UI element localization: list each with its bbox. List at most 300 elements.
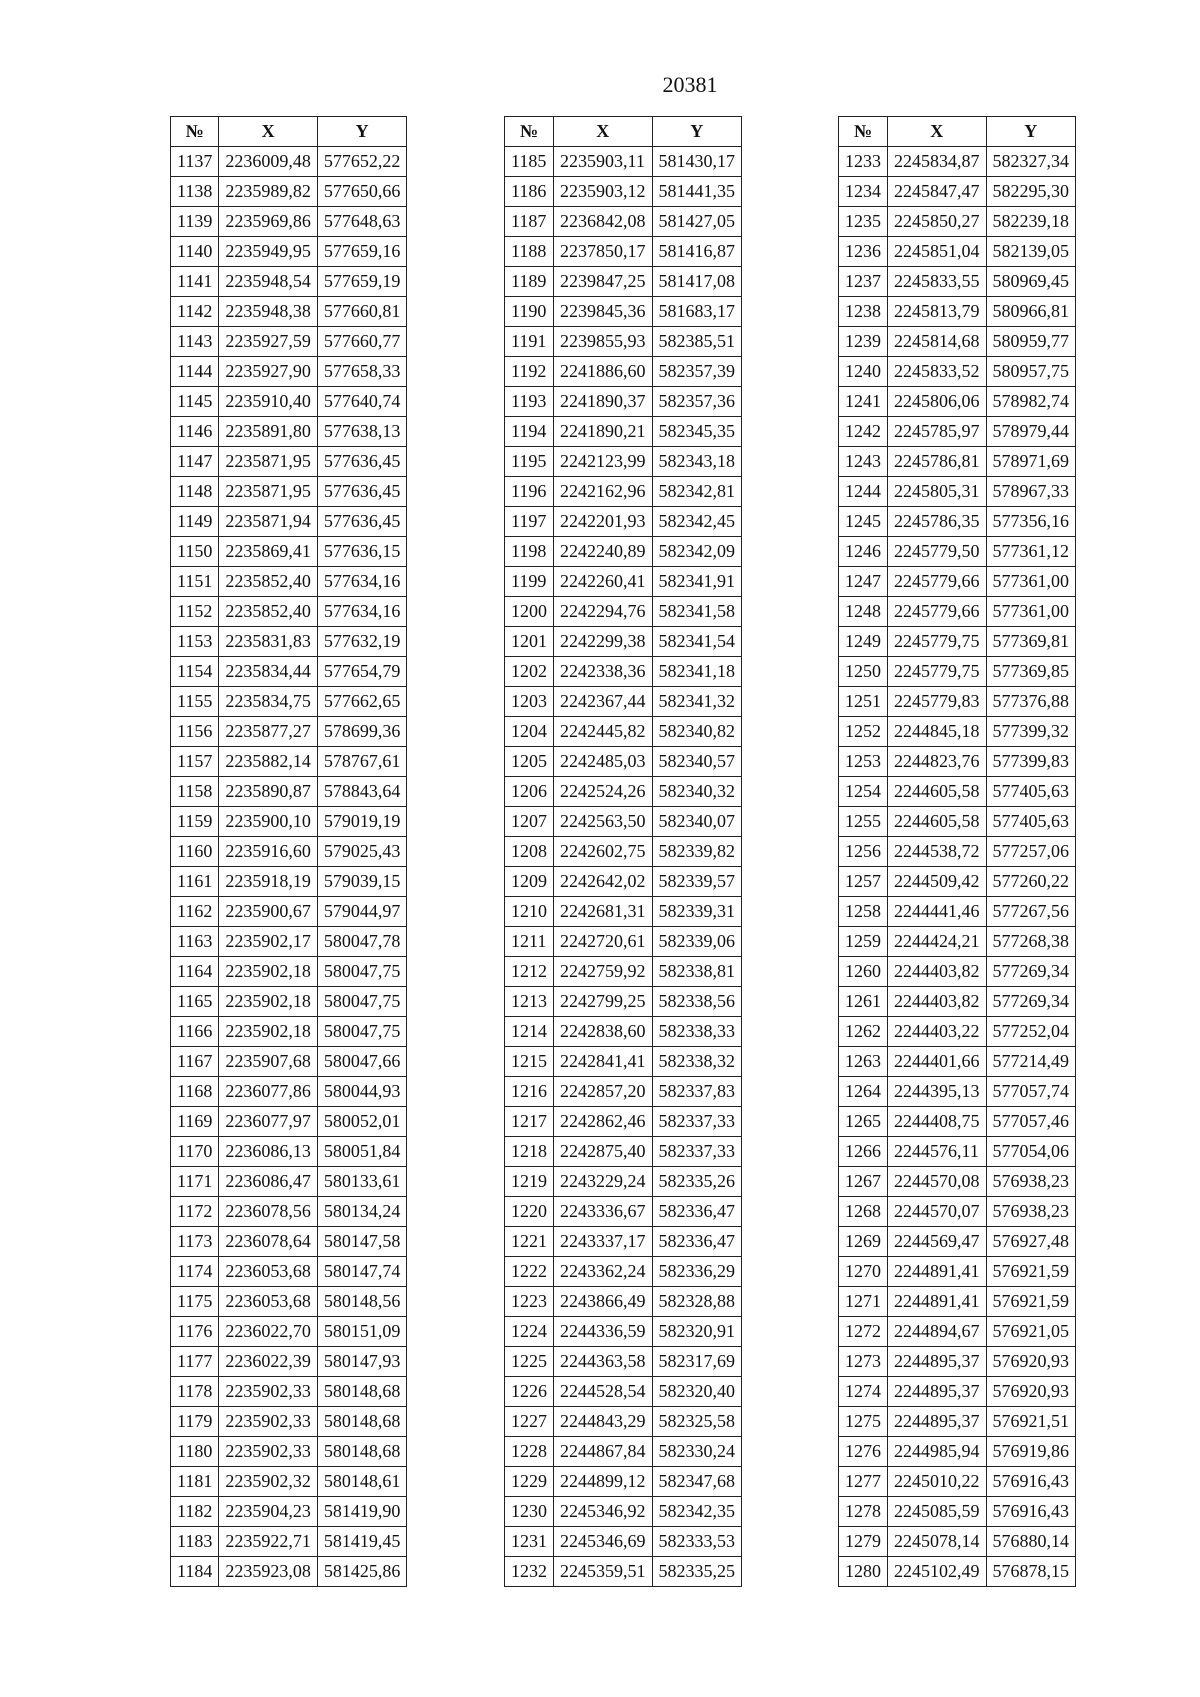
cell-y: 577057,74 <box>986 1077 1076 1107</box>
table-row <box>505 537 742 567</box>
table-row <box>839 1557 1076 1587</box>
cell-y: 581419,45 <box>317 1527 407 1557</box>
cell-y: 582338,32 <box>652 1047 742 1077</box>
cell-number: 1252 <box>839 717 888 747</box>
cell-number: 1262 <box>839 1017 888 1047</box>
cell-x: 2244401,66 <box>888 1047 987 1077</box>
cell-y: 577636,45 <box>317 507 407 537</box>
cell-x: 2244538,72 <box>888 837 987 867</box>
cell-x: 2235900,67 <box>219 897 318 927</box>
cell-x: 2245851,04 <box>888 237 987 267</box>
table-row <box>839 1137 1076 1167</box>
cell-x: 2235882,14 <box>219 747 318 777</box>
header-x: X <box>554 117 653 147</box>
cell-number: 1209 <box>505 867 554 897</box>
table-row <box>839 1497 1076 1527</box>
cell-x: 2235852,40 <box>219 597 318 627</box>
cell-number: 1164 <box>171 957 219 987</box>
cell-y: 580148,68 <box>317 1407 407 1437</box>
cell-y: 577361,00 <box>986 567 1076 597</box>
cell-y: 577636,45 <box>317 477 407 507</box>
table-row <box>505 687 742 717</box>
cell-number: 1206 <box>505 777 554 807</box>
cell-y: 582320,40 <box>652 1377 742 1407</box>
table-row <box>171 387 407 417</box>
table-row <box>839 657 1076 687</box>
table-row <box>171 1467 407 1497</box>
cell-number: 1171 <box>171 1167 219 1197</box>
cell-y: 577634,16 <box>317 597 407 627</box>
table-row <box>171 177 407 207</box>
cell-number: 1204 <box>505 717 554 747</box>
cell-x: 2243336,67 <box>554 1197 653 1227</box>
table-row <box>839 597 1076 627</box>
cell-x: 2244570,07 <box>888 1197 987 1227</box>
cell-number: 1161 <box>171 867 219 897</box>
cell-number: 1268 <box>839 1197 888 1227</box>
cell-number: 1182 <box>171 1497 219 1527</box>
header-number: № <box>171 117 219 147</box>
cell-x: 2236022,39 <box>219 1347 318 1377</box>
cell-x: 2245078,14 <box>888 1527 987 1557</box>
cell-y: 582340,57 <box>652 747 742 777</box>
cell-x: 2245813,79 <box>888 297 987 327</box>
table-row <box>505 1347 742 1377</box>
cell-x: 2235922,71 <box>219 1527 318 1557</box>
cell-x: 2244899,12 <box>554 1467 653 1497</box>
cell-number: 1173 <box>171 1227 219 1257</box>
cell-number: 1156 <box>171 717 219 747</box>
cell-y: 581425,86 <box>317 1557 407 1587</box>
cell-number: 1175 <box>171 1287 219 1317</box>
table-row <box>505 657 742 687</box>
table-row <box>171 1257 407 1287</box>
cell-y: 578971,69 <box>986 447 1076 477</box>
cell-number: 1201 <box>505 627 554 657</box>
cell-number: 1274 <box>839 1377 888 1407</box>
cell-y: 582338,56 <box>652 987 742 1017</box>
cell-number: 1245 <box>839 507 888 537</box>
cell-number: 1199 <box>505 567 554 597</box>
cell-x: 2235902,33 <box>219 1377 318 1407</box>
cell-number: 1170 <box>171 1137 219 1167</box>
table-row <box>505 777 742 807</box>
cell-number: 1213 <box>505 987 554 1017</box>
cell-y: 582325,58 <box>652 1407 742 1437</box>
table-row <box>171 807 407 837</box>
cell-y: 576927,48 <box>986 1227 1076 1257</box>
cell-x: 2235918,19 <box>219 867 318 897</box>
table-row <box>171 207 407 237</box>
cell-x: 2235871,95 <box>219 477 318 507</box>
table-row <box>171 477 407 507</box>
cell-x: 2244403,22 <box>888 1017 987 1047</box>
cell-number: 1142 <box>171 297 219 327</box>
table-row <box>171 1497 407 1527</box>
cell-number: 1179 <box>171 1407 219 1437</box>
cell-x: 2245806,06 <box>888 387 987 417</box>
cell-x: 2242838,60 <box>554 1017 653 1047</box>
cell-x: 2235900,10 <box>219 807 318 837</box>
cell-x: 2235989,82 <box>219 177 318 207</box>
cell-y: 582357,36 <box>652 387 742 417</box>
table-row <box>171 447 407 477</box>
cell-x: 2244845,18 <box>888 717 987 747</box>
cell-number: 1188 <box>505 237 554 267</box>
cell-x: 2236053,68 <box>219 1287 318 1317</box>
cell-number: 1277 <box>839 1467 888 1497</box>
cell-y: 582336,47 <box>652 1197 742 1227</box>
cell-number: 1236 <box>839 237 888 267</box>
table-row <box>839 927 1076 957</box>
cell-x: 2241890,37 <box>554 387 653 417</box>
cell-y: 577405,63 <box>986 777 1076 807</box>
cell-number: 1226 <box>505 1377 554 1407</box>
cell-y: 577361,00 <box>986 597 1076 627</box>
cell-y: 580134,24 <box>317 1197 407 1227</box>
cell-y: 580047,75 <box>317 987 407 1017</box>
table-row <box>171 537 407 567</box>
table-row <box>839 867 1076 897</box>
cell-x: 2243337,17 <box>554 1227 653 1257</box>
cell-number: 1178 <box>171 1377 219 1407</box>
cell-y: 582337,83 <box>652 1077 742 1107</box>
cell-number: 1229 <box>505 1467 554 1497</box>
cell-number: 1230 <box>505 1497 554 1527</box>
table-row <box>505 1167 742 1197</box>
cell-x: 2243362,24 <box>554 1257 653 1287</box>
cell-number: 1260 <box>839 957 888 987</box>
cell-x: 2235904,23 <box>219 1497 318 1527</box>
cell-y: 582336,47 <box>652 1227 742 1257</box>
cell-y: 577057,46 <box>986 1107 1076 1137</box>
table-row <box>505 1377 742 1407</box>
cell-x: 2244408,75 <box>888 1107 987 1137</box>
table-row <box>839 777 1076 807</box>
table-row <box>171 657 407 687</box>
cell-number: 1185 <box>505 147 554 177</box>
header-number: № <box>505 117 554 147</box>
cell-number: 1257 <box>839 867 888 897</box>
table-row <box>839 1467 1076 1497</box>
table-row <box>839 1107 1076 1137</box>
cell-x: 2235923,08 <box>219 1557 318 1587</box>
cell-x: 2245805,31 <box>888 477 987 507</box>
cell-y: 576920,93 <box>986 1347 1076 1377</box>
cell-number: 1162 <box>171 897 219 927</box>
table-row <box>505 1257 742 1287</box>
cell-y: 582342,81 <box>652 477 742 507</box>
cell-number: 1172 <box>171 1197 219 1227</box>
cell-x: 2235852,40 <box>219 567 318 597</box>
cell-number: 1165 <box>171 987 219 1017</box>
cell-number: 1269 <box>839 1227 888 1257</box>
table-row <box>839 1227 1076 1257</box>
cell-x: 2244403,82 <box>888 987 987 1017</box>
cell-x: 2235902,33 <box>219 1437 318 1467</box>
table-row <box>171 837 407 867</box>
cell-y: 580047,66 <box>317 1047 407 1077</box>
cell-number: 1187 <box>505 207 554 237</box>
table-row <box>505 1137 742 1167</box>
table-row <box>839 297 1076 327</box>
cell-y: 582342,35 <box>652 1497 742 1527</box>
cell-x: 2245779,75 <box>888 657 987 687</box>
table-header-row <box>839 117 1076 147</box>
cell-y: 577269,34 <box>986 987 1076 1017</box>
cell-x: 2245779,66 <box>888 597 987 627</box>
cell-x: 2244867,84 <box>554 1437 653 1467</box>
cell-number: 1212 <box>505 957 554 987</box>
table-row <box>839 177 1076 207</box>
cell-number: 1256 <box>839 837 888 867</box>
cell-y: 582330,24 <box>652 1437 742 1467</box>
coordinate-table-1 <box>170 116 407 1587</box>
table-row <box>839 1017 1076 1047</box>
table-row <box>505 207 742 237</box>
cell-y: 581419,90 <box>317 1497 407 1527</box>
table-row <box>505 567 742 597</box>
cell-x: 2235907,68 <box>219 1047 318 1077</box>
cell-number: 1235 <box>839 207 888 237</box>
cell-x: 2245814,68 <box>888 327 987 357</box>
cell-y: 578767,61 <box>317 747 407 777</box>
cell-y: 579039,15 <box>317 867 407 897</box>
cell-y: 582342,45 <box>652 507 742 537</box>
cell-y: 577268,38 <box>986 927 1076 957</box>
cell-number: 1141 <box>171 267 219 297</box>
cell-number: 1221 <box>505 1227 554 1257</box>
cell-x: 2242602,75 <box>554 837 653 867</box>
cell-number: 1152 <box>171 597 219 627</box>
cell-number: 1219 <box>505 1167 554 1197</box>
table-row <box>505 867 742 897</box>
cell-x: 2245833,55 <box>888 267 987 297</box>
table-row <box>839 1197 1076 1227</box>
table-row <box>171 777 407 807</box>
cell-y: 582345,35 <box>652 417 742 447</box>
table-row <box>839 987 1076 1017</box>
cell-x: 2242338,36 <box>554 657 653 687</box>
cell-x: 2242720,61 <box>554 927 653 957</box>
cell-y: 580959,77 <box>986 327 1076 357</box>
cell-x: 2245085,59 <box>888 1497 987 1527</box>
table-row <box>171 1197 407 1227</box>
table-row <box>839 567 1076 597</box>
cell-x: 2244605,58 <box>888 807 987 837</box>
cell-y: 582338,81 <box>652 957 742 987</box>
table-row <box>505 927 742 957</box>
cell-number: 1158 <box>171 777 219 807</box>
cell-y: 582341,91 <box>652 567 742 597</box>
table-row <box>839 507 1076 537</box>
table-row <box>839 1317 1076 1347</box>
cell-y: 576919,86 <box>986 1437 1076 1467</box>
cell-y: 577660,77 <box>317 327 407 357</box>
table-row <box>839 687 1076 717</box>
cell-x: 2244395,13 <box>888 1077 987 1107</box>
cell-y: 580147,74 <box>317 1257 407 1287</box>
table-row <box>171 1107 407 1137</box>
table-row <box>839 957 1076 987</box>
table-row <box>171 687 407 717</box>
cell-number: 1210 <box>505 897 554 927</box>
table-row <box>839 897 1076 927</box>
cell-x: 2235902,33 <box>219 1407 318 1437</box>
table-row <box>839 1347 1076 1377</box>
table-header-row <box>505 117 742 147</box>
cell-y: 577659,16 <box>317 237 407 267</box>
cell-y: 578979,44 <box>986 417 1076 447</box>
table-row <box>505 177 742 207</box>
cell-x: 2235903,12 <box>554 177 653 207</box>
cell-y: 582340,07 <box>652 807 742 837</box>
cell-number: 1216 <box>505 1077 554 1107</box>
cell-y: 577269,34 <box>986 957 1076 987</box>
table-row <box>839 1257 1076 1287</box>
cell-number: 1189 <box>505 267 554 297</box>
cell-y: 581683,17 <box>652 297 742 327</box>
cell-number: 1186 <box>505 177 554 207</box>
table-row <box>505 957 742 987</box>
cell-x: 2241886,60 <box>554 357 653 387</box>
cell-number: 1253 <box>839 747 888 777</box>
cell-y: 580044,93 <box>317 1077 407 1107</box>
cell-x: 2244895,37 <box>888 1407 987 1437</box>
cell-y: 577257,06 <box>986 837 1076 867</box>
table-row <box>839 807 1076 837</box>
cell-y: 577654,79 <box>317 657 407 687</box>
cell-y: 577638,13 <box>317 417 407 447</box>
cell-x: 2235871,95 <box>219 447 318 477</box>
cell-number: 1200 <box>505 597 554 627</box>
cell-y: 582347,68 <box>652 1467 742 1497</box>
page-number: 20381 <box>662 72 718 97</box>
cell-number: 1177 <box>171 1347 219 1377</box>
cell-y: 577405,63 <box>986 807 1076 837</box>
cell-number: 1196 <box>505 477 554 507</box>
table-row <box>171 1287 407 1317</box>
cell-x: 2244843,29 <box>554 1407 653 1437</box>
cell-number: 1144 <box>171 357 219 387</box>
table-row <box>839 207 1076 237</box>
cell-y: 578982,74 <box>986 387 1076 417</box>
cell-x: 2242299,38 <box>554 627 653 657</box>
cell-y: 577632,19 <box>317 627 407 657</box>
cell-y: 582335,25 <box>652 1557 742 1587</box>
cell-number: 1139 <box>171 207 219 237</box>
cell-x: 2244336,59 <box>554 1317 653 1347</box>
cell-y: 582340,82 <box>652 717 742 747</box>
table-row <box>171 1407 407 1437</box>
cell-x: 2242841,41 <box>554 1047 653 1077</box>
cell-x: 2235948,54 <box>219 267 318 297</box>
table-row <box>171 927 407 957</box>
table-row <box>839 1437 1076 1467</box>
table-row <box>505 237 742 267</box>
cell-x: 2244403,82 <box>888 957 987 987</box>
cell-y: 582335,26 <box>652 1167 742 1197</box>
cell-number: 1150 <box>171 537 219 567</box>
cell-number: 1147 <box>171 447 219 477</box>
cell-x: 2242201,93 <box>554 507 653 537</box>
cell-x: 2244424,21 <box>888 927 987 957</box>
cell-y: 576921,05 <box>986 1317 1076 1347</box>
cell-y: 580147,93 <box>317 1347 407 1377</box>
cell-x: 2239845,36 <box>554 297 653 327</box>
cell-number: 1157 <box>171 747 219 777</box>
table-row <box>171 1047 407 1077</box>
cell-x: 2244895,37 <box>888 1347 987 1377</box>
cell-x: 2245359,51 <box>554 1557 653 1587</box>
cell-y: 580966,81 <box>986 297 1076 327</box>
table-row <box>505 447 742 477</box>
cell-x: 2245786,81 <box>888 447 987 477</box>
cell-x: 2242240,89 <box>554 537 653 567</box>
table-row <box>171 717 407 747</box>
cell-y: 577376,88 <box>986 687 1076 717</box>
cell-x: 2236078,56 <box>219 1197 318 1227</box>
cell-number: 1255 <box>839 807 888 837</box>
cell-y: 578699,36 <box>317 717 407 747</box>
cell-number: 1222 <box>505 1257 554 1287</box>
table-row <box>505 627 742 657</box>
table-row <box>505 1017 742 1047</box>
cell-x: 2235891,80 <box>219 417 318 447</box>
cell-number: 1272 <box>839 1317 888 1347</box>
table-row <box>505 1197 742 1227</box>
cell-number: 1208 <box>505 837 554 867</box>
cell-y: 582341,18 <box>652 657 742 687</box>
cell-y: 577660,81 <box>317 297 407 327</box>
cell-number: 1228 <box>505 1437 554 1467</box>
cell-y: 577640,74 <box>317 387 407 417</box>
table-row <box>505 387 742 417</box>
table-row <box>171 897 407 927</box>
cell-x: 2239847,25 <box>554 267 653 297</box>
cell-x: 2242123,99 <box>554 447 653 477</box>
table-row <box>839 1377 1076 1407</box>
cell-x: 2235869,41 <box>219 537 318 567</box>
cell-y: 582327,34 <box>986 147 1076 177</box>
table-row <box>839 477 1076 507</box>
cell-y: 576938,23 <box>986 1197 1076 1227</box>
cell-number: 1238 <box>839 297 888 327</box>
cell-x: 2244509,42 <box>888 867 987 897</box>
cell-number: 1271 <box>839 1287 888 1317</box>
cell-x: 2242862,46 <box>554 1107 653 1137</box>
table-row <box>171 567 407 597</box>
cell-y: 580151,09 <box>317 1317 407 1347</box>
coordinate-table-3 <box>838 116 1076 1587</box>
table-row <box>505 267 742 297</box>
cell-x: 2245850,27 <box>888 207 987 237</box>
cell-y: 582341,58 <box>652 597 742 627</box>
cell-x: 2242367,44 <box>554 687 653 717</box>
cell-y: 581427,05 <box>652 207 742 237</box>
table-row <box>171 1137 407 1167</box>
cell-number: 1207 <box>505 807 554 837</box>
cell-x: 2245786,35 <box>888 507 987 537</box>
cell-number: 1266 <box>839 1137 888 1167</box>
cell-x: 2245834,87 <box>888 147 987 177</box>
cell-number: 1180 <box>171 1437 219 1467</box>
cell-x: 2244894,67 <box>888 1317 987 1347</box>
cell-number: 1146 <box>171 417 219 447</box>
cell-number: 1240 <box>839 357 888 387</box>
cell-y: 580052,01 <box>317 1107 407 1137</box>
table-row <box>171 297 407 327</box>
